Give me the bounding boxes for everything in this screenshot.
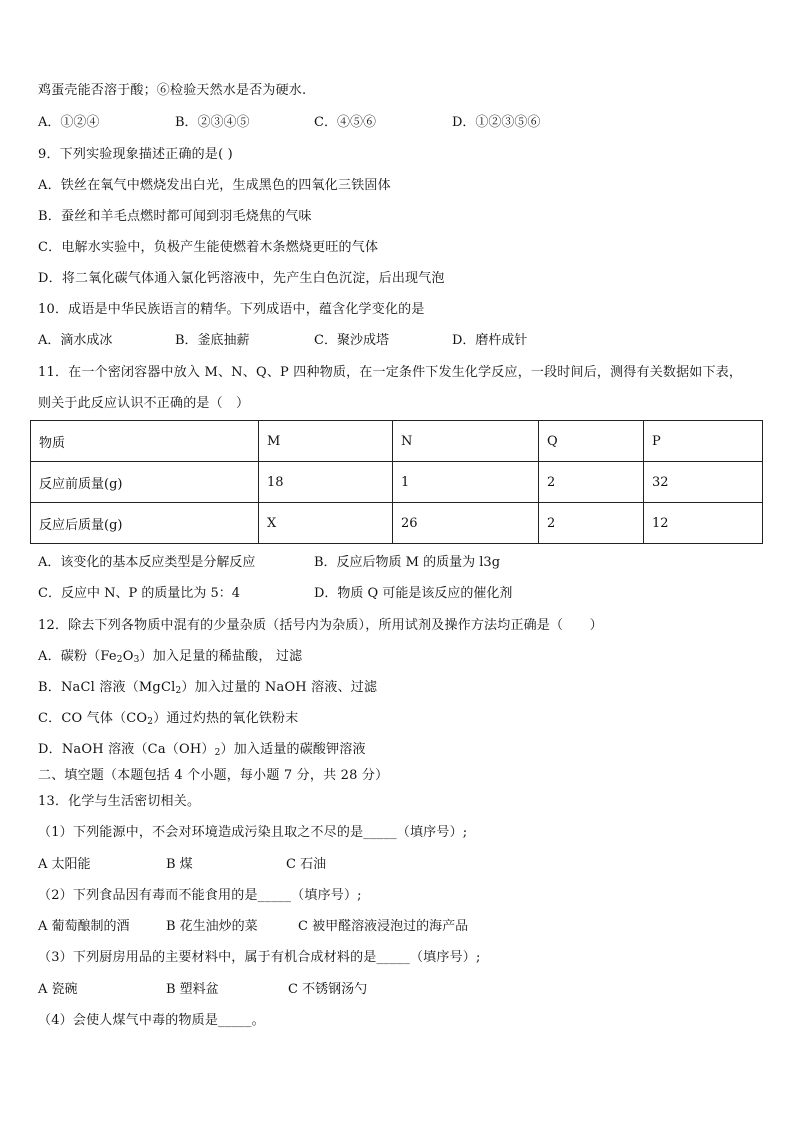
q13-part1-options (38, 857, 758, 873)
table-cell: 2 (539, 503, 644, 544)
q13-part3: （3）下列厨房用品的主要材料中，属于有机合成材料的是_____（填序号）; (38, 950, 481, 965)
option-b: B．反应后物质 M 的质量为 l3g (314, 555, 501, 570)
table-cell: M (259, 421, 393, 462)
q8-options (38, 115, 758, 131)
question-13: 13．化学与生活密切相关。 (38, 794, 201, 809)
option-a: A 瓷碗 (38, 982, 78, 997)
question-10: 10．成语是中华民族语言的精华。下列成语中，蕴含化学变化的是 (38, 302, 425, 317)
option-b: B 煤 (166, 857, 193, 872)
text: ）加入过量的 NaOH 溶液、过滤 (181, 680, 378, 695)
q12-option-b (38, 680, 377, 696)
option-b: B 塑料盆 (166, 982, 219, 997)
table-cell: 26 (393, 503, 539, 544)
q9-option-d: D．将二氧化碳气体通入氯化钙溶液中，先产生白色沉淀，后出现气泡 (38, 271, 445, 286)
option-a: A．该变化的基本反应类型是分解反应 (38, 555, 256, 570)
text: ）加入适量的碳酸钾溶液 (220, 742, 366, 757)
q13-part3-options (38, 982, 758, 998)
subscript: 2 (116, 655, 123, 665)
option-d: D．①②③⑤⑥ (452, 115, 541, 130)
option-c: C 石油 (286, 857, 327, 872)
option-d: D．磨杵成针 (452, 333, 528, 348)
table-row (31, 503, 763, 544)
table-cell: 2 (539, 462, 644, 503)
option-c: C．④⑤⑥ (314, 115, 376, 130)
table-cell: 32 (644, 462, 763, 503)
option-d: D．物质 Q 可能是该反应的催化剂 (314, 586, 513, 601)
table-cell: 反应前质量(g) (31, 462, 259, 503)
q11-options-row2 (38, 586, 758, 602)
text: ）加入足量的稀盐酸， 过滤 (139, 649, 303, 664)
q13-part4: （4）会使人煤气中毒的物质是_____。 (38, 1013, 265, 1028)
option-a: A．①②④ (38, 115, 100, 130)
table-cell: Q (539, 421, 644, 462)
subscript: 2 (175, 686, 182, 696)
option-c: C．聚沙成塔 (314, 333, 389, 348)
table-cell: 18 (259, 462, 393, 503)
question-line: 鸡蛋壳能否溶于酸；⑥检验天然水是否为硬水. (38, 83, 307, 98)
q12-option-a (38, 649, 302, 665)
option-c: C．反应中 N、P 的质量比为 5：4 (38, 586, 241, 601)
text: O (122, 649, 134, 664)
q13-part1: （1）下列能源中，不会对环境造成污染且取之不尽的是_____（填序号）; (38, 825, 468, 840)
subscript: 2 (147, 717, 154, 727)
subscript: 2 (214, 748, 221, 758)
table-cell: P (644, 421, 763, 462)
question-11-line2: 则关于此反应认识不正确的是（ ） (38, 396, 250, 411)
table-cell: X (259, 503, 393, 544)
option-c: C 不锈钢汤勺 (288, 982, 368, 997)
table-row (31, 462, 763, 503)
q13-part2-options (38, 919, 758, 935)
option-a: A 太阳能 (38, 857, 91, 872)
q9-option-b: B．蚕丝和羊毛点燃时都可闻到羽毛烧焦的气味 (38, 209, 312, 224)
text: ）通过灼热的氧化铁粉末 (153, 711, 299, 726)
option-b: B 花生油炒的菜 (166, 919, 258, 934)
q9-option-a: A．铁丝在氧气中燃烧发出白光，生成黑色的四氧化三铁固体 (38, 178, 391, 193)
option-b: B．釜底抽薪 (175, 333, 250, 348)
question-12: 12．除去下列各物质中混有的少量杂质（括号内为杂质），所用试剂及操作方法均正确是（ ） (38, 618, 603, 633)
mass-data-table (30, 420, 763, 544)
table-cell: 12 (644, 503, 763, 544)
text: D．NaOH 溶液（Ca（OH） (38, 742, 215, 757)
table-cell: 反应后质量(g) (31, 503, 259, 544)
option-a: A 葡萄酿制的酒 (38, 919, 130, 934)
q9-option-c: C．电解水实验中，负极产生能使燃着木条燃烧更旺的气体 (38, 240, 379, 255)
q11-options-row1 (38, 555, 758, 571)
text: C．CO 气体（CO (38, 711, 148, 726)
option-c: C 被甲醛溶液浸泡过的海产品 (298, 919, 469, 934)
table-header-row (31, 421, 763, 462)
section-heading: 二、填空题（本题包括 4 个小题，每小题 7 分，共 28 分） (38, 768, 389, 783)
question-11-line1: 11．在一个密闭容器中放入 M、N、Q、P 四种物质，在一定条件下发生化学反应，一段时间后，测得有关数据如下表， (38, 365, 743, 380)
option-a: A．滴水成冰 (38, 333, 113, 348)
table-cell: 物质 (31, 421, 259, 462)
table-cell: N (393, 421, 539, 462)
q12-option-c (38, 711, 298, 727)
q13-part2: （2）下列食品因有毒而不能食用的是_____（填序号）; (38, 888, 362, 903)
text: A．碳粉（Fe (38, 649, 117, 664)
text: B．NaCl 溶液（MgCl (38, 680, 176, 695)
table-cell: 1 (393, 462, 539, 503)
subscript: 3 (133, 655, 140, 665)
option-b: B．②③④⑤ (175, 115, 250, 130)
q12-option-d (38, 742, 366, 758)
q10-options (38, 333, 758, 349)
question-9: 9．下列实验现象描述正确的是( ) (38, 147, 233, 162)
